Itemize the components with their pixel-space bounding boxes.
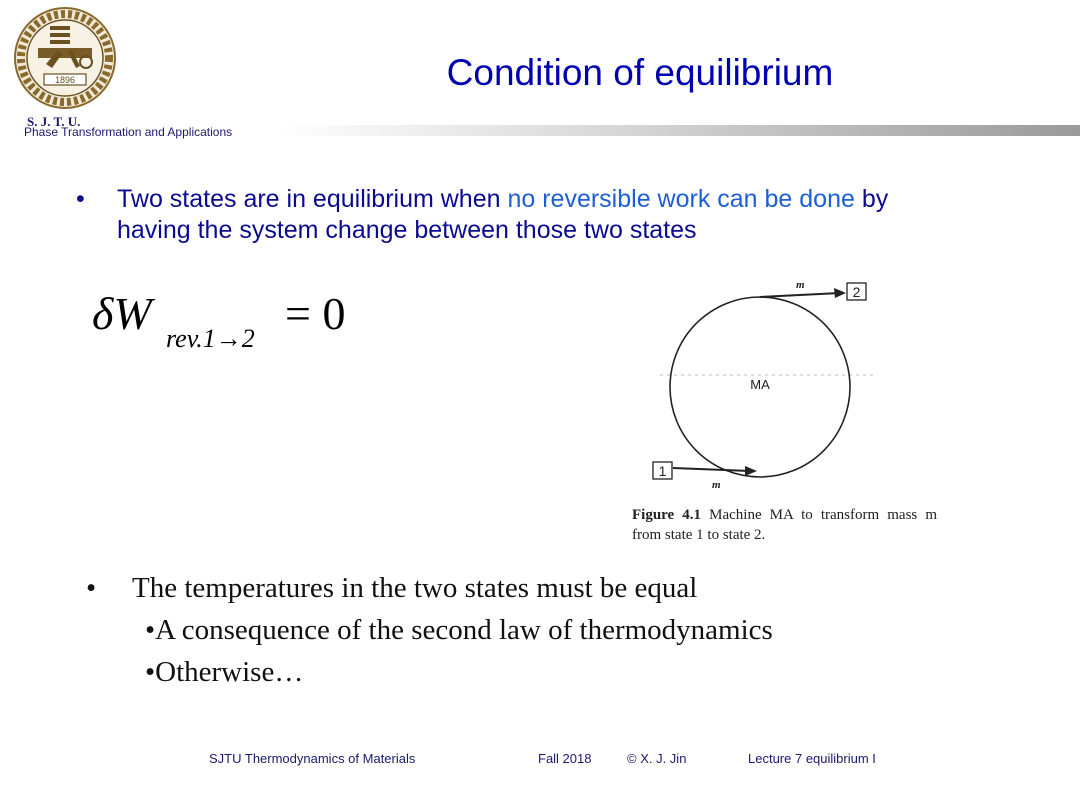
bullet-highlight: no reversible work can be done [507,185,855,213]
sub-bullet-otherwise: •Otherwise… [145,656,304,688]
figure-caption-label: Figure 4.1 [632,507,702,523]
university-name: S. J. T. U. [27,114,81,129]
footer-author: © X. J. Jin [627,751,687,766]
footer-course: SJTU Thermodynamics of Materials [209,751,416,766]
arrow-to-state2 [760,293,840,297]
mass-label-top: m [796,279,805,291]
figure-caption [632,505,937,545]
reversible-work-formula [92,283,372,363]
bullet-text-part2: by having the system change between those two states [117,185,889,244]
formula-symbol: δW [92,288,152,339]
bullet-text-part1: Two states are in equilibrium when [117,185,508,213]
header-divider [280,125,1080,136]
bullet-temperature-text: The temperatures in the two states must be equal [132,572,698,604]
arrowhead-state1 [745,466,757,476]
machine-diagram [640,272,940,507]
slide-title: Condition of equilibrium [446,52,834,93]
formula-subscript: rev.1→2 [166,324,255,353]
logo-year: 1896 [54,75,76,85]
figure-caption-text: Machine MA to transform mass m from state 1 to state 2. [632,507,937,543]
state2-label: 2 [852,284,861,300]
bullet-text [117,184,950,246]
sjtu-logo [6,4,124,112]
footer-term: Fall 2018 [538,751,592,766]
sub-bullet-second-law: •A consequence of the second law of thermodynamics [145,614,773,646]
footer-lecture: Lecture 7 equilibrium I [748,751,876,766]
bullet-equilibrium-definition [70,184,950,246]
formula-equals: = 0 [285,288,346,339]
bullet-temperature [86,572,697,605]
machine-label: MA [750,377,770,392]
bullet-dot: • [86,572,97,604]
mass-label-bottom: m [712,479,721,491]
course-subtitle: Phase Transformation and Applications [24,125,233,139]
bullet-dot: • [76,185,85,213]
state1-label: 1 [658,463,667,479]
arrow-from-state1 [673,468,750,471]
arrowhead-state2 [834,288,846,298]
